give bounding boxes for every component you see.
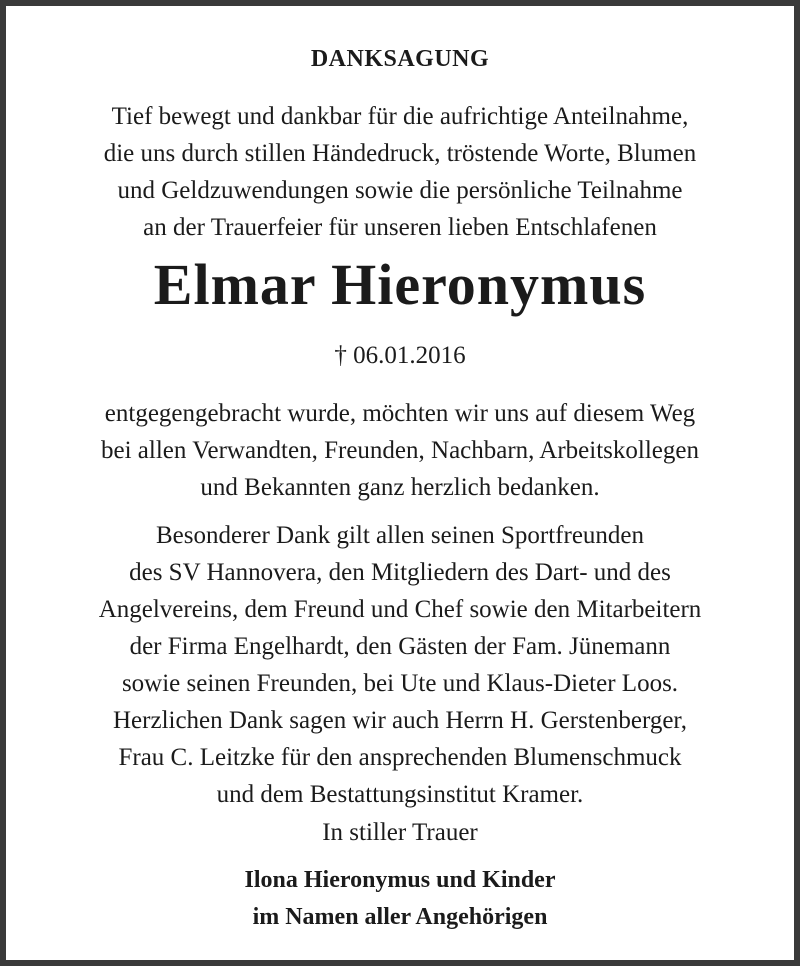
special-thanks-line: und dem Bestattungsinstitut Kramer. [216, 781, 584, 808]
intro-paragraph [6, 98, 794, 246]
signature-line: im Namen aller Angehörigen [252, 904, 548, 930]
special-thanks-line: Angelvereins, dem Freund und Chef sowie den Mitarbeitern [98, 596, 702, 623]
death-date: † 06.01.2016 [334, 342, 466, 369]
thanks-line: und Bekannten ganz herzlich bedanken. [200, 474, 600, 501]
special-thanks-line: Herzlichen Dank sagen wir auch Herrn H. Gerstenberger, [113, 707, 687, 734]
intro-line: und Geldzuwendungen sowie die persönliche Teilnahme [117, 177, 683, 204]
special-thanks-line: sowie seinen Freunden, bei Ute und Klaus-Dieter Loos. [121, 670, 679, 697]
closing-phrase: In stiller Trauer [322, 819, 478, 846]
thanks-line: entgegengebracht wurde, möchten wir uns auf diesem Weg [104, 400, 696, 427]
thanks-paragraph [6, 395, 794, 506]
special-thanks-paragraph [6, 517, 794, 813]
special-thanks-line: Frau C. Leitzke für den ansprechenden Blumenschmuck [118, 744, 682, 771]
special-thanks-line: Besonderer Dank gilt allen seinen Sportfreunden [155, 522, 645, 549]
special-thanks-line: der Firma Engelhardt, den Gästen der Fam. Jünemann [129, 633, 671, 660]
notice-heading: DANKSAGUNG [310, 46, 490, 72]
thanks-line: bei allen Verwandten, Freunden, Nachbarn, Arbeitskollegen [101, 437, 699, 464]
signature-line: Ilona Hieronymus und Kinder [244, 867, 556, 893]
intro-line: die uns durch stillen Händedruck, tröstende Worte, Blumen [103, 140, 697, 167]
special-thanks-line: des SV Hannovera, den Mitgliedern des Dart- und des [129, 559, 671, 586]
intro-line: Tief bewegt und dankbar für die aufrichtige Anteilnahme, [111, 103, 689, 130]
intro-line: an der Trauerfeier für unseren lieben Entschlafenen [143, 214, 657, 241]
deceased-name: Elmar Hieronymus [153, 252, 647, 317]
signature-block [6, 862, 794, 936]
